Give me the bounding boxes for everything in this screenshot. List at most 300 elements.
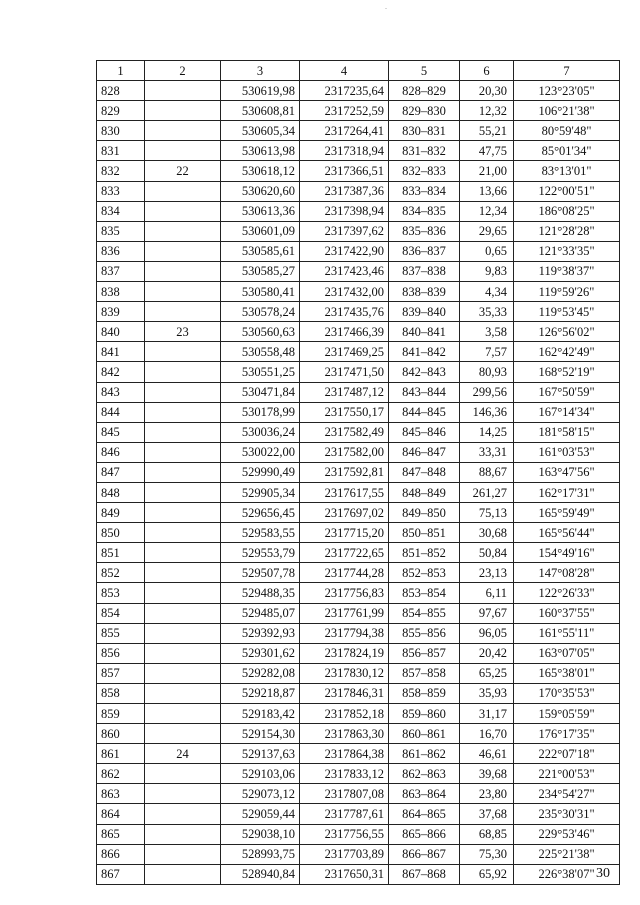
x-coordinate-cell: 529301,62 bbox=[221, 643, 300, 663]
x-coordinate-cell: 529103,06 bbox=[221, 764, 300, 784]
table-row bbox=[97, 322, 620, 342]
segment-cell: 861–862 bbox=[389, 744, 460, 764]
y-coordinate-cell: 2317435,76 bbox=[300, 302, 389, 322]
angle-cell: 162°42'49" bbox=[514, 342, 620, 362]
length-cell: 47,75 bbox=[460, 141, 514, 161]
x-coordinate-cell: 530585,61 bbox=[221, 241, 300, 261]
angle-cell: 168°52'19" bbox=[514, 362, 620, 382]
section-number-cell bbox=[145, 844, 221, 864]
section-number-cell bbox=[145, 462, 221, 482]
point-number-cell: 834 bbox=[97, 201, 145, 221]
point-number-cell: 849 bbox=[97, 503, 145, 523]
y-coordinate-cell: 2317592,81 bbox=[300, 462, 389, 482]
section-number-cell bbox=[145, 583, 221, 603]
point-number-cell: 829 bbox=[97, 101, 145, 121]
section-number-cell bbox=[145, 261, 221, 281]
column-header: 7 bbox=[514, 61, 620, 81]
section-number-cell bbox=[145, 764, 221, 784]
table-row bbox=[97, 302, 620, 322]
x-coordinate-cell: 529507,78 bbox=[221, 563, 300, 583]
length-cell: 97,67 bbox=[460, 603, 514, 623]
y-coordinate-cell: 2317264,41 bbox=[300, 121, 389, 141]
point-number-cell: 840 bbox=[97, 322, 145, 342]
length-cell: 299,56 bbox=[460, 382, 514, 402]
point-number-cell: 831 bbox=[97, 141, 145, 161]
point-number-cell: 860 bbox=[97, 724, 145, 744]
segment-cell: 857–858 bbox=[389, 663, 460, 683]
y-coordinate-cell: 2317469,25 bbox=[300, 342, 389, 362]
length-cell: 13,66 bbox=[460, 181, 514, 201]
x-coordinate-cell: 529038,10 bbox=[221, 824, 300, 844]
y-coordinate-cell: 2317824,19 bbox=[300, 643, 389, 663]
point-number-cell: 836 bbox=[97, 241, 145, 261]
section-number-cell bbox=[145, 683, 221, 703]
section-number-cell bbox=[145, 241, 221, 261]
column-header: 5 bbox=[389, 61, 460, 81]
length-cell: 12,34 bbox=[460, 201, 514, 221]
section-number-cell bbox=[145, 382, 221, 402]
table-row bbox=[97, 402, 620, 422]
length-cell: 20,42 bbox=[460, 643, 514, 663]
angle-cell: 226°38'07" bbox=[514, 864, 620, 884]
length-cell: 7,57 bbox=[460, 342, 514, 362]
segment-cell: 843–844 bbox=[389, 382, 460, 402]
section-number-cell bbox=[145, 121, 221, 141]
segment-cell: 829–830 bbox=[389, 101, 460, 121]
section-number-cell: 22 bbox=[145, 161, 221, 181]
section-number-cell bbox=[145, 523, 221, 543]
y-coordinate-cell: 2317833,12 bbox=[300, 764, 389, 784]
section-number-cell bbox=[145, 181, 221, 201]
segment-cell: 855–856 bbox=[389, 623, 460, 643]
length-cell: 80,93 bbox=[460, 362, 514, 382]
point-number-cell: 855 bbox=[97, 623, 145, 643]
point-number-cell: 854 bbox=[97, 603, 145, 623]
point-number-cell: 859 bbox=[97, 704, 145, 724]
x-coordinate-cell: 530551,25 bbox=[221, 362, 300, 382]
length-cell: 75,30 bbox=[460, 844, 514, 864]
length-cell: 29,65 bbox=[460, 221, 514, 241]
segment-cell: 848–849 bbox=[389, 482, 460, 502]
column-header: 3 bbox=[221, 61, 300, 81]
table-row bbox=[97, 704, 620, 724]
x-coordinate-cell: 528940,84 bbox=[221, 864, 300, 884]
angle-cell: 123°23'05" bbox=[514, 81, 620, 101]
point-number-cell: 866 bbox=[97, 844, 145, 864]
table-row bbox=[97, 784, 620, 804]
point-number-cell: 841 bbox=[97, 342, 145, 362]
section-number-cell bbox=[145, 101, 221, 121]
x-coordinate-cell: 530580,41 bbox=[221, 282, 300, 302]
table-row bbox=[97, 201, 620, 221]
length-cell: 6,11 bbox=[460, 583, 514, 603]
x-coordinate-cell: 530578,24 bbox=[221, 302, 300, 322]
y-coordinate-cell: 2317423,46 bbox=[300, 261, 389, 281]
table-row bbox=[97, 422, 620, 442]
y-coordinate-cell: 2317422,90 bbox=[300, 241, 389, 261]
x-coordinate-cell: 529073,12 bbox=[221, 784, 300, 804]
section-number-cell bbox=[145, 221, 221, 241]
x-coordinate-cell: 529183,42 bbox=[221, 704, 300, 724]
angle-cell: 181°58'15" bbox=[514, 422, 620, 442]
point-number-cell: 862 bbox=[97, 764, 145, 784]
point-number-cell: 833 bbox=[97, 181, 145, 201]
x-coordinate-cell: 529218,87 bbox=[221, 683, 300, 703]
y-coordinate-cell: 2317617,55 bbox=[300, 482, 389, 502]
length-cell: 16,70 bbox=[460, 724, 514, 744]
segment-cell: 833–834 bbox=[389, 181, 460, 201]
point-number-cell: 851 bbox=[97, 543, 145, 563]
segment-cell: 862–863 bbox=[389, 764, 460, 784]
table-body bbox=[97, 81, 620, 885]
segment-cell: 834–835 bbox=[389, 201, 460, 221]
angle-cell: 106°21'38" bbox=[514, 101, 620, 121]
angle-cell: 165°59'49" bbox=[514, 503, 620, 523]
y-coordinate-cell: 2317794,38 bbox=[300, 623, 389, 643]
segment-cell: 839–840 bbox=[389, 302, 460, 322]
point-number-cell: 850 bbox=[97, 523, 145, 543]
y-coordinate-cell: 2317397,62 bbox=[300, 221, 389, 241]
point-number-cell: 842 bbox=[97, 362, 145, 382]
y-coordinate-cell: 2317432,00 bbox=[300, 282, 389, 302]
y-coordinate-cell: 2317756,55 bbox=[300, 824, 389, 844]
length-cell: 12,32 bbox=[460, 101, 514, 121]
table-row bbox=[97, 382, 620, 402]
x-coordinate-cell: 529137,63 bbox=[221, 744, 300, 764]
segment-cell: 849–850 bbox=[389, 503, 460, 523]
angle-cell: 85°01'34" bbox=[514, 141, 620, 161]
segment-cell: 837–838 bbox=[389, 261, 460, 281]
segment-cell: 838–839 bbox=[389, 282, 460, 302]
angle-cell: 163°47'56" bbox=[514, 462, 620, 482]
y-coordinate-cell: 2317761,99 bbox=[300, 603, 389, 623]
section-number-cell bbox=[145, 784, 221, 804]
angle-cell: 167°50'59" bbox=[514, 382, 620, 402]
point-number-cell: 828 bbox=[97, 81, 145, 101]
angle-cell: 163°07'05" bbox=[514, 643, 620, 663]
section-number-cell bbox=[145, 422, 221, 442]
length-cell: 65,92 bbox=[460, 864, 514, 884]
length-cell: 50,84 bbox=[460, 543, 514, 563]
point-number-cell: 848 bbox=[97, 482, 145, 502]
length-cell: 0,65 bbox=[460, 241, 514, 261]
y-coordinate-cell: 2317252,59 bbox=[300, 101, 389, 121]
point-number-cell: 839 bbox=[97, 302, 145, 322]
length-cell: 35,93 bbox=[460, 683, 514, 703]
segment-cell: 851–852 bbox=[389, 543, 460, 563]
point-number-cell: 835 bbox=[97, 221, 145, 241]
x-coordinate-cell: 530178,99 bbox=[221, 402, 300, 422]
angle-cell: 170°35'53" bbox=[514, 683, 620, 703]
segment-cell: 846–847 bbox=[389, 442, 460, 462]
x-coordinate-cell: 529392,93 bbox=[221, 623, 300, 643]
section-number-cell bbox=[145, 623, 221, 643]
table-row bbox=[97, 503, 620, 523]
segment-cell: 845–846 bbox=[389, 422, 460, 442]
table-row bbox=[97, 181, 620, 201]
angle-cell: 119°59'26" bbox=[514, 282, 620, 302]
length-cell: 35,33 bbox=[460, 302, 514, 322]
length-cell: 75,13 bbox=[460, 503, 514, 523]
length-cell: 37,68 bbox=[460, 804, 514, 824]
segment-cell: 841–842 bbox=[389, 342, 460, 362]
table-row bbox=[97, 663, 620, 683]
point-number-cell: 856 bbox=[97, 643, 145, 663]
point-number-cell: 858 bbox=[97, 683, 145, 703]
angle-cell: 222°07'18" bbox=[514, 744, 620, 764]
y-coordinate-cell: 2317582,49 bbox=[300, 422, 389, 442]
table-row bbox=[97, 261, 620, 281]
section-number-cell bbox=[145, 141, 221, 161]
table-row bbox=[97, 523, 620, 543]
length-cell: 68,85 bbox=[460, 824, 514, 844]
angle-cell: 80°59'48" bbox=[514, 121, 620, 141]
section-number-cell bbox=[145, 362, 221, 382]
point-number-cell: 830 bbox=[97, 121, 145, 141]
x-coordinate-cell: 529154,30 bbox=[221, 724, 300, 744]
length-cell: 9,83 bbox=[460, 261, 514, 281]
angle-cell: 147°08'28" bbox=[514, 563, 620, 583]
section-number-cell bbox=[145, 482, 221, 502]
length-cell: 96,05 bbox=[460, 623, 514, 643]
segment-cell: 865–866 bbox=[389, 824, 460, 844]
section-number-cell bbox=[145, 563, 221, 583]
x-coordinate-cell: 529553,79 bbox=[221, 543, 300, 563]
y-coordinate-cell: 2317398,94 bbox=[300, 201, 389, 221]
length-cell: 4,34 bbox=[460, 282, 514, 302]
point-number-cell: 845 bbox=[97, 422, 145, 442]
section-number-cell bbox=[145, 302, 221, 322]
segment-cell: 852–853 bbox=[389, 563, 460, 583]
table-row bbox=[97, 804, 620, 824]
column-header: 1 bbox=[97, 61, 145, 81]
x-coordinate-cell: 529905,34 bbox=[221, 482, 300, 502]
table-row bbox=[97, 824, 620, 844]
length-cell: 261,27 bbox=[460, 482, 514, 502]
table-row bbox=[97, 643, 620, 663]
page-number: 30 bbox=[596, 866, 610, 881]
length-cell: 65,25 bbox=[460, 663, 514, 683]
table-row bbox=[97, 623, 620, 643]
section-number-cell bbox=[145, 864, 221, 884]
segment-cell: 831–832 bbox=[389, 141, 460, 161]
point-number-cell: 846 bbox=[97, 442, 145, 462]
x-coordinate-cell: 529059,44 bbox=[221, 804, 300, 824]
angle-cell: 234°54'27" bbox=[514, 784, 620, 804]
y-coordinate-cell: 2317863,30 bbox=[300, 724, 389, 744]
segment-cell: 844–845 bbox=[389, 402, 460, 422]
table-row bbox=[97, 141, 620, 161]
angle-cell: 119°53'45" bbox=[514, 302, 620, 322]
length-cell: 146,36 bbox=[460, 402, 514, 422]
x-coordinate-cell: 530585,27 bbox=[221, 261, 300, 281]
length-cell: 20,30 bbox=[460, 81, 514, 101]
section-number-cell bbox=[145, 201, 221, 221]
x-coordinate-cell: 530022,00 bbox=[221, 442, 300, 462]
segment-cell: 828–829 bbox=[389, 81, 460, 101]
x-coordinate-cell: 529583,55 bbox=[221, 523, 300, 543]
x-coordinate-cell: 529656,45 bbox=[221, 503, 300, 523]
angle-cell: 126°56'02" bbox=[514, 322, 620, 342]
coordinates-table-container bbox=[96, 60, 619, 885]
point-number-cell: 832 bbox=[97, 161, 145, 181]
angle-cell: 122°00'51" bbox=[514, 181, 620, 201]
angle-cell: 121°33'35" bbox=[514, 241, 620, 261]
point-number-cell: 844 bbox=[97, 402, 145, 422]
table-row bbox=[97, 101, 620, 121]
y-coordinate-cell: 2317715,20 bbox=[300, 523, 389, 543]
segment-cell: 854–855 bbox=[389, 603, 460, 623]
section-number-cell bbox=[145, 724, 221, 744]
section-number-cell bbox=[145, 643, 221, 663]
angle-cell: 229°53'46" bbox=[514, 824, 620, 844]
segment-cell: 853–854 bbox=[389, 583, 460, 603]
section-number-cell bbox=[145, 402, 221, 422]
y-coordinate-cell: 2317830,12 bbox=[300, 663, 389, 683]
x-coordinate-cell: 530608,81 bbox=[221, 101, 300, 121]
angle-cell: 160°37'55" bbox=[514, 603, 620, 623]
length-cell: 23,13 bbox=[460, 563, 514, 583]
y-coordinate-cell: 2317650,31 bbox=[300, 864, 389, 884]
section-number-cell bbox=[145, 442, 221, 462]
x-coordinate-cell: 530471,84 bbox=[221, 382, 300, 402]
y-coordinate-cell: 2317487,12 bbox=[300, 382, 389, 402]
segment-cell: 858–859 bbox=[389, 683, 460, 703]
x-coordinate-cell: 530619,98 bbox=[221, 81, 300, 101]
length-cell: 3,58 bbox=[460, 322, 514, 342]
angle-cell: 225°21'38" bbox=[514, 844, 620, 864]
angle-cell: 154°49'16" bbox=[514, 543, 620, 563]
angle-cell: 165°56'44" bbox=[514, 523, 620, 543]
table-row bbox=[97, 683, 620, 703]
length-cell: 21,00 bbox=[460, 161, 514, 181]
angle-cell: 159°05'59" bbox=[514, 704, 620, 724]
table-row bbox=[97, 563, 620, 583]
segment-cell: 860–861 bbox=[389, 724, 460, 744]
section-number-cell bbox=[145, 704, 221, 724]
point-number-cell: 867 bbox=[97, 864, 145, 884]
angle-cell: 162°17'31" bbox=[514, 482, 620, 502]
x-coordinate-cell: 530613,98 bbox=[221, 141, 300, 161]
segment-cell: 847–848 bbox=[389, 462, 460, 482]
section-number-cell bbox=[145, 282, 221, 302]
x-coordinate-cell: 530613,36 bbox=[221, 201, 300, 221]
y-coordinate-cell: 2317852,18 bbox=[300, 704, 389, 724]
table-row bbox=[97, 241, 620, 261]
point-number-cell: 853 bbox=[97, 583, 145, 603]
point-number-cell: 857 bbox=[97, 663, 145, 683]
x-coordinate-cell: 530560,63 bbox=[221, 322, 300, 342]
segment-cell: 856–857 bbox=[389, 643, 460, 663]
angle-cell: 167°14'34" bbox=[514, 402, 620, 422]
table-row bbox=[97, 442, 620, 462]
table-row bbox=[97, 724, 620, 744]
table-row bbox=[97, 342, 620, 362]
y-coordinate-cell: 2317697,02 bbox=[300, 503, 389, 523]
point-number-cell: 843 bbox=[97, 382, 145, 402]
section-number-cell bbox=[145, 824, 221, 844]
angle-cell: 235°30'31" bbox=[514, 804, 620, 824]
segment-cell: 835–836 bbox=[389, 221, 460, 241]
y-coordinate-cell: 2317550,17 bbox=[300, 402, 389, 422]
section-number-cell bbox=[145, 663, 221, 683]
x-coordinate-cell: 530558,48 bbox=[221, 342, 300, 362]
length-cell: 31,17 bbox=[460, 704, 514, 724]
table-row bbox=[97, 764, 620, 784]
column-header: 6 bbox=[460, 61, 514, 81]
length-cell: 88,67 bbox=[460, 462, 514, 482]
table-row bbox=[97, 482, 620, 502]
x-coordinate-cell: 529485,07 bbox=[221, 603, 300, 623]
point-number-cell: 863 bbox=[97, 784, 145, 804]
angle-cell: 121°28'28" bbox=[514, 221, 620, 241]
angle-cell: 119°38'37" bbox=[514, 261, 620, 281]
point-number-cell: 861 bbox=[97, 744, 145, 764]
table-row bbox=[97, 864, 620, 884]
table-row bbox=[97, 121, 620, 141]
segment-cell: 864–865 bbox=[389, 804, 460, 824]
angle-cell: 83°13'01" bbox=[514, 161, 620, 181]
angle-cell: 221°00'53" bbox=[514, 764, 620, 784]
y-coordinate-cell: 2317471,50 bbox=[300, 362, 389, 382]
x-coordinate-cell: 530620,60 bbox=[221, 181, 300, 201]
section-number-cell bbox=[145, 603, 221, 623]
section-number-cell: 24 bbox=[145, 744, 221, 764]
y-coordinate-cell: 2317744,28 bbox=[300, 563, 389, 583]
y-coordinate-cell: 2317466,39 bbox=[300, 322, 389, 342]
y-coordinate-cell: 2317318,94 bbox=[300, 141, 389, 161]
point-number-cell: 864 bbox=[97, 804, 145, 824]
section-number-cell bbox=[145, 804, 221, 824]
segment-cell: 842–843 bbox=[389, 362, 460, 382]
length-cell: 14,25 bbox=[460, 422, 514, 442]
segment-cell: 836–837 bbox=[389, 241, 460, 261]
coordinates-table bbox=[96, 60, 620, 885]
table-header-row bbox=[97, 61, 620, 81]
table-row bbox=[97, 543, 620, 563]
segment-cell: 866–867 bbox=[389, 844, 460, 864]
x-coordinate-cell: 528993,75 bbox=[221, 844, 300, 864]
angle-cell: 165°38'01" bbox=[514, 663, 620, 683]
column-header: 2 bbox=[145, 61, 221, 81]
segment-cell: 867–868 bbox=[389, 864, 460, 884]
length-cell: 23,80 bbox=[460, 784, 514, 804]
y-coordinate-cell: 2317787,61 bbox=[300, 804, 389, 824]
y-coordinate-cell: 2317756,83 bbox=[300, 583, 389, 603]
table-row bbox=[97, 362, 620, 382]
table-row bbox=[97, 583, 620, 603]
y-coordinate-cell: 2317703,89 bbox=[300, 844, 389, 864]
section-number-cell bbox=[145, 503, 221, 523]
section-number-cell bbox=[145, 543, 221, 563]
y-coordinate-cell: 2317582,00 bbox=[300, 442, 389, 462]
angle-cell: 161°55'11" bbox=[514, 623, 620, 643]
segment-cell: 840–841 bbox=[389, 322, 460, 342]
segment-cell: 859–860 bbox=[389, 704, 460, 724]
column-header: 4 bbox=[300, 61, 389, 81]
scan-mark: . bbox=[385, 2, 387, 11]
length-cell: 55,21 bbox=[460, 121, 514, 141]
y-coordinate-cell: 2317722,65 bbox=[300, 543, 389, 563]
angle-cell: 122°26'33" bbox=[514, 583, 620, 603]
point-number-cell: 838 bbox=[97, 282, 145, 302]
y-coordinate-cell: 2317807,08 bbox=[300, 784, 389, 804]
length-cell: 33,31 bbox=[460, 442, 514, 462]
segment-cell: 850–851 bbox=[389, 523, 460, 543]
y-coordinate-cell: 2317846,31 bbox=[300, 683, 389, 703]
table-row bbox=[97, 462, 620, 482]
length-cell: 39,68 bbox=[460, 764, 514, 784]
